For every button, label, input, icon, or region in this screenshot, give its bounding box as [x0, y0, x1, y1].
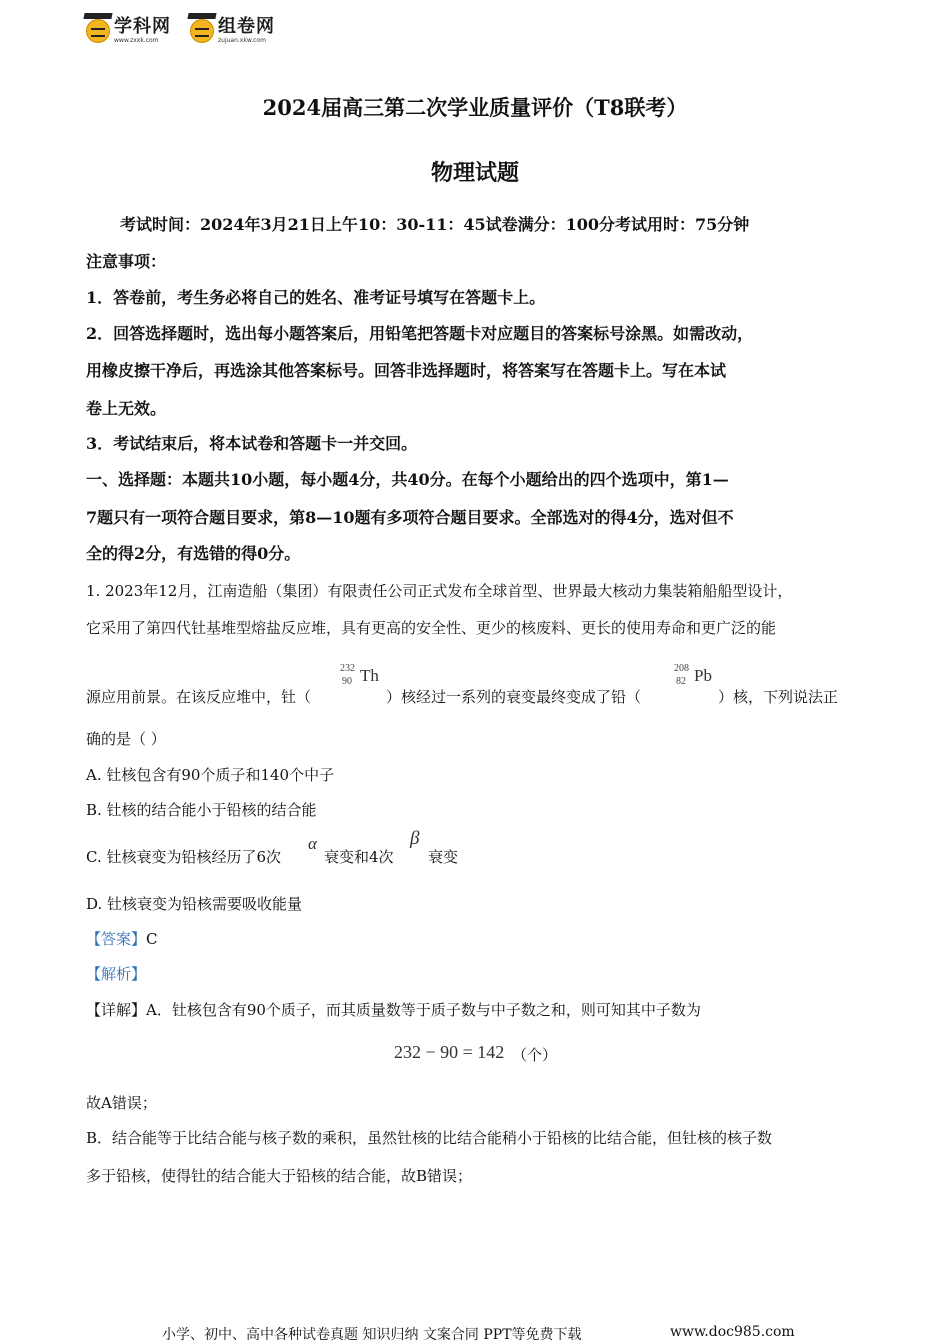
beta-symbol: β — [410, 828, 420, 849]
th-symbol: Th — [360, 666, 379, 685]
logo-name: 组卷网 — [218, 16, 275, 37]
detail-text: 【详解】A．钍核包含有90个质子，而其质量数等于质子数与中子数之和，则可知其中子数为 — [86, 1001, 701, 1019]
question-1-text: 1. 2023年12月，江南造船（集团）有限责任公司正式发布全球首型、世界最大核动力集装箱船船型设计， — [86, 582, 793, 600]
notice-item-2-cont: 卷上无效。 — [86, 399, 167, 418]
detail-text: 故A错误； — [86, 1094, 157, 1112]
option-d: D. 钍核衰变为铅核需要吸收能量 — [86, 895, 303, 913]
answer-line — [86, 928, 158, 949]
detail-text: 多于铅核，使得钍的结合能大于铅核的结合能，故B错误； — [86, 1167, 473, 1185]
page-subtitle: 物理试题 — [430, 160, 519, 186]
answer-value: C — [146, 930, 158, 948]
footer-text: 小学、初中、高中各种试卷真题 知识归纳 文案合同 PPT等免费下载 — [162, 1327, 582, 1343]
th-mass-number: 232 — [340, 663, 355, 674]
page-title: 2024届高三第二次学业质量评价（T8联考） — [262, 95, 688, 120]
notice-item-2-cont: 用橡皮擦干净后，再选涂其他答案标号。回答非选择题时，将答案写在答题卡上。写在本试 — [86, 361, 727, 380]
option-c: C. 钍核衰变为铅核经历了6次 — [86, 848, 282, 866]
logo-zujuanwang — [190, 18, 275, 44]
footer-url[interactable]: www.doc985.com — [670, 1324, 795, 1340]
notice-heading: 注意事项： — [86, 252, 167, 271]
question-1-text: 确的是（ ） — [86, 730, 166, 748]
alpha-symbol: α — [308, 834, 317, 853]
notice-item-3: 3．考试结束后，将本试卷和答题卡一并交回。 — [86, 434, 418, 453]
option-a: A. 钍核包含有90个质子和140个中子 — [86, 766, 335, 784]
section-heading: 一、选择题：本题共10小题，每小题4分，共40分。在每个小题给出的四个选项中，第1— — [86, 470, 729, 489]
question-1-text: 它采用了第四代钍基堆型熔盐反应堆，具有更高的安全性、更少的核废料、更长的使用寿命和更广泛的能 — [86, 619, 777, 637]
section-heading-cont: 全的得2分，有选错的得0分。 — [86, 544, 301, 563]
th-atomic-number: 90 — [342, 676, 352, 687]
question-1-text: 源应用前景。在该反应堆中，钍（ — [86, 688, 312, 706]
exam-info: 考试时间：2024年3月21日上午10：30-11：45试卷满分：100分考试用时：75分钟 — [120, 215, 750, 234]
mascot-icon — [86, 19, 110, 43]
analysis-label: 【解析】 — [86, 965, 147, 983]
logo-name: 学科网 — [114, 16, 171, 37]
detail-text: B．结合能等于比结合能与核子数的乘积，虽然钍核的比结合能稍小于铅核的比结合能，但钍核的核子数 — [86, 1129, 773, 1147]
option-c-cont: 衰变 — [428, 848, 459, 866]
formula-unit: （个） — [512, 1046, 558, 1064]
question-1-text: ）核，下列说法正 — [718, 688, 839, 706]
pb-symbol: Pb — [694, 666, 712, 685]
pb-mass-number: 208 — [674, 663, 689, 674]
notice-item-1: 1．答卷前，考生务必将自己的姓名、准考证号填写在答题卡上。 — [86, 288, 546, 307]
pb-atomic-number: 82 — [676, 676, 686, 687]
notice-item-2: 2．回答选择题时，选出每小题答案后，用铅笔把答题卡对应题目的答案标号涂黑。如需改动， — [86, 324, 754, 343]
question-1-text: ）核经过一系列的衰变最终变成了铅（ — [386, 688, 642, 706]
logo-url: www.zxxk.com — [114, 37, 159, 44]
logo-xuekewang — [86, 18, 171, 44]
formula: 232 − 90 = 142 — [394, 1042, 505, 1062]
answer-label: 【答案】 — [86, 930, 147, 948]
option-c-cont: 衰变和4次 — [324, 848, 394, 866]
option-b: B. 钍核的结合能小于铅核的结合能 — [86, 801, 317, 819]
logo-url: zujuan.xkw.com — [218, 37, 266, 44]
section-heading-cont: 7题只有一项符合题目要求，第8—10题有多项符合题目要求。全部选对的得4分，选对但不 — [86, 508, 734, 527]
mascot-icon — [190, 19, 214, 43]
